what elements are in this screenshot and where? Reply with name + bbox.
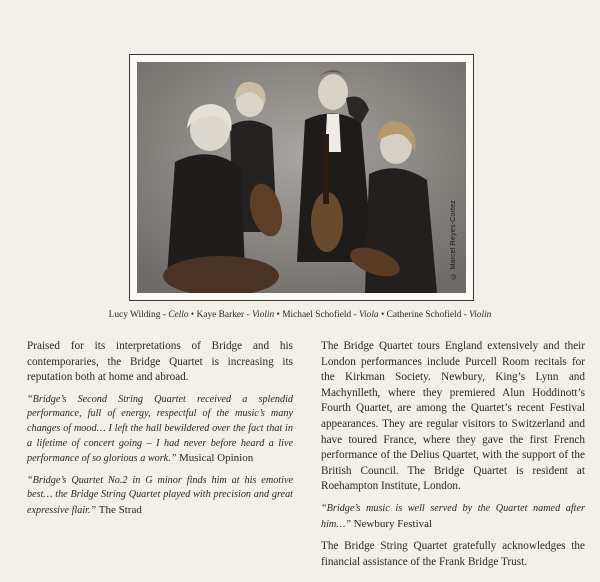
caption-instrument-3: Viola — [359, 310, 379, 320]
caption-name-3: Michael Schofield — [282, 310, 352, 320]
quote-source: The Strad — [98, 503, 142, 516]
photo-credit: © Marcel Reyes-Cortez — [450, 200, 457, 279]
quote-source: Newbury Festival — [353, 517, 433, 530]
quote-text: “Bridge’s Quartet No.2 in G minor finds him at his emotive best… the Bridge String Quartet played with precision and great expressive flair.” — [27, 474, 293, 516]
acknowledgement-paragraph: The Bridge String Quartet gratefully acknowledges the financial assistance of the Frank Bridge Trust. — [321, 540, 585, 568]
left-column — [27, 339, 293, 526]
caption-sep-4: - — [461, 310, 470, 320]
quote-source: Musical Opinion — [178, 452, 254, 465]
quote-text: “Bridge’s music is well served by the Quartet named after him…” — [321, 502, 585, 530]
quote-text: “Bridge’s Second String Quartet received a splendid performance, full of energy, respectful of the music’s many changes of mood… I left the hall bewildered over the fact that in a lifetime of concert going – I had never before heard a live performance of so glorious a work.” — [27, 393, 293, 465]
caption-instrument-2: Violin — [251, 310, 275, 320]
caption-name-4: Catherine Schofield — [386, 310, 462, 320]
touring-paragraph: The Bridge Quartet tours England extensively and their London performances include Purcell Room recitals for the Kirkman Society. Newbury, King’s Lynn and Machynlleth, where they premiered Alun Hoddinott’s Fourth Quartet, are among the Quartet’s recent Festival appearances. They are regular visitors to Switzerland and have toured France, where they gave the first French performance of the Delius Quartet, with the support of the British Council. The Bridge Quartet is resident at Roehampton Institute, London. — [321, 340, 585, 493]
intro-paragraph: Praised for its interpretations of Bridge and his contemporaries, the Bridge Quartet is increasing its reputation both at home and abroad. — [27, 340, 293, 384]
review-quote-newbury-festival — [321, 502, 585, 532]
photo-caption — [0, 310, 600, 320]
quartet-photo-frame — [129, 54, 474, 301]
quartet-photo — [137, 62, 466, 293]
caption-sep-2: - — [244, 310, 252, 320]
caption-name-2: Kaye Barker — [196, 310, 245, 320]
caption-sep-3: - — [351, 310, 359, 320]
caption-bullet-2: • — [274, 310, 283, 320]
caption-sep-1: - — [160, 310, 169, 320]
review-quote-musical-opinion — [27, 393, 293, 467]
caption-instrument-4: Violin — [469, 310, 492, 320]
review-quote-the-strad — [27, 474, 293, 519]
caption-bullet-3: • — [378, 310, 387, 320]
caption-instrument-1: Cello — [168, 310, 189, 320]
quartet-photo-image — [137, 62, 466, 293]
right-column — [321, 339, 585, 577]
caption-bullet-1: • — [188, 310, 197, 320]
caption-name-1: Lucy Wilding — [108, 310, 161, 320]
